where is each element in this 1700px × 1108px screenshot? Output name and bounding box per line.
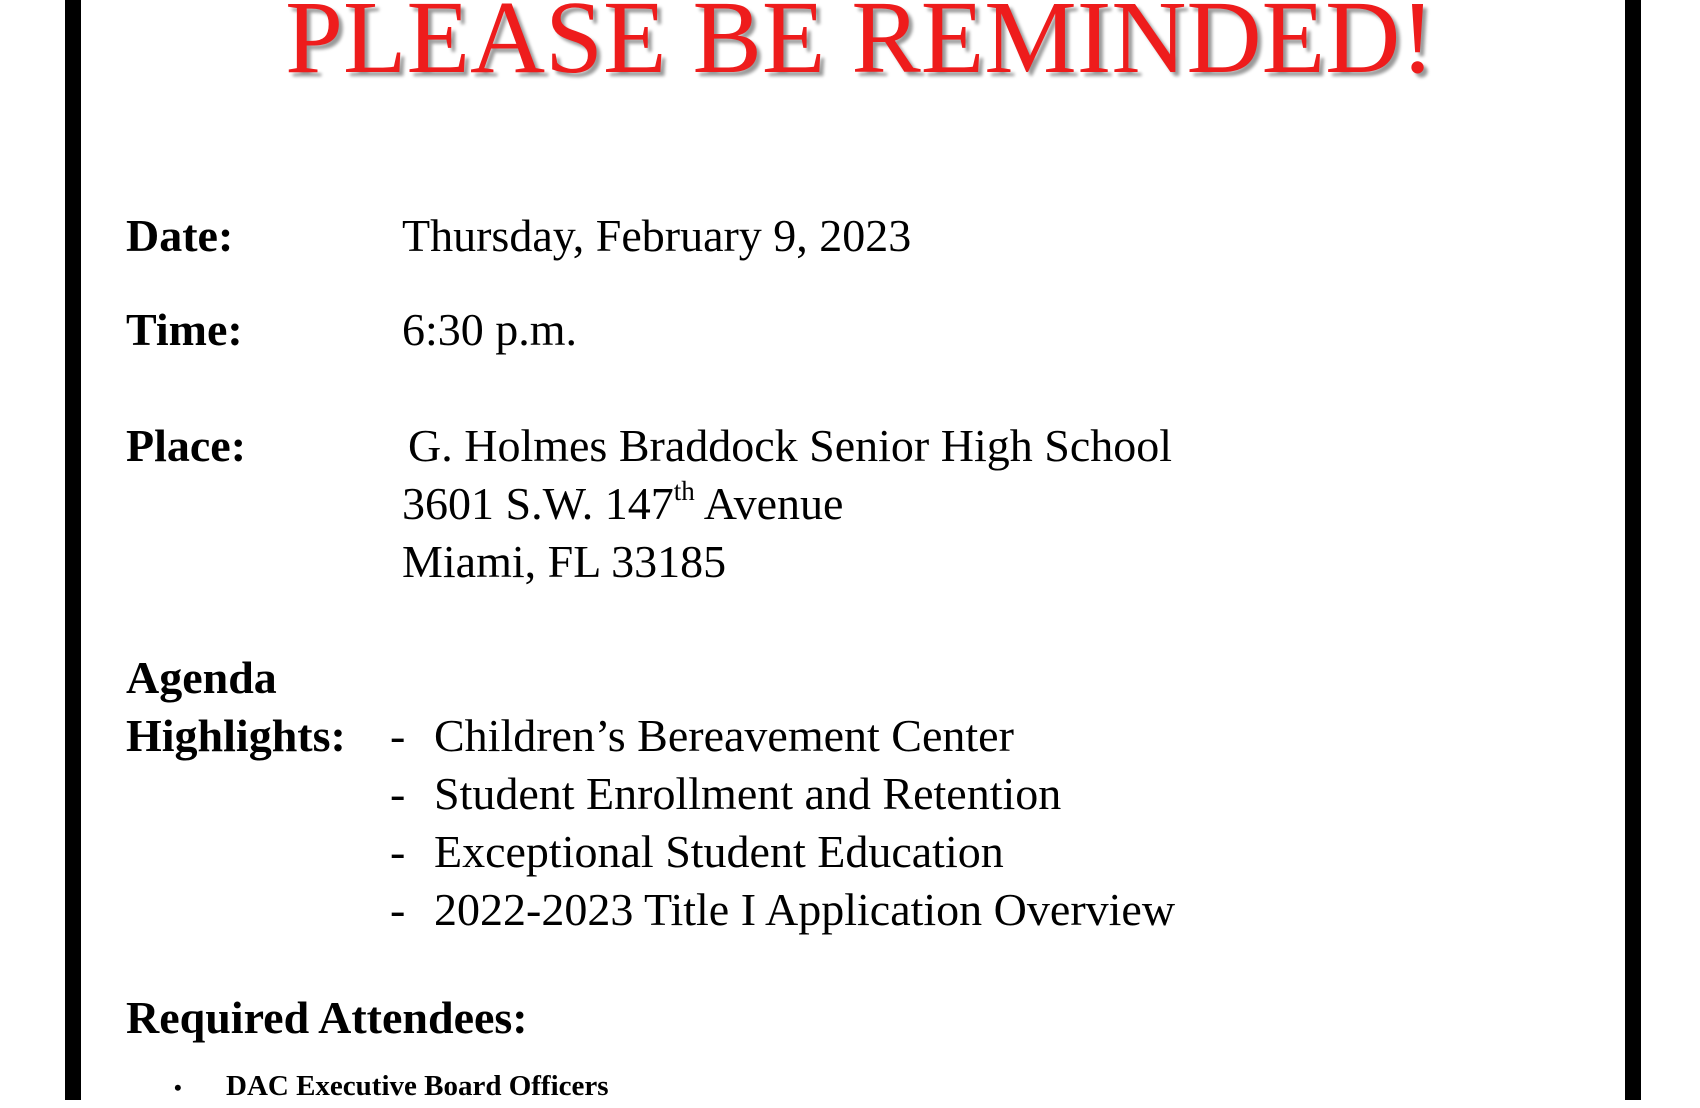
agenda-label-line1: Agenda — [126, 652, 277, 703]
agenda-item — [390, 824, 1004, 880]
agenda-item-text: Student Enrollment and Retention — [434, 768, 1062, 819]
agenda-dash: - — [390, 884, 406, 935]
page-border-left — [65, 0, 81, 1100]
agenda-item-text: Children’s Bereavement Center — [434, 710, 1014, 761]
time-value: 6:30 p.m. — [402, 304, 578, 355]
agenda-item — [390, 708, 1014, 764]
page-border-right — [1625, 0, 1641, 1100]
street-number: 3601 S.W. 147 — [402, 478, 674, 529]
attendee-name: DAC Executive Board Officers — [226, 1070, 609, 1102]
place-venue: G. Holmes Braddock Senior High School — [408, 420, 1173, 471]
agenda-item — [390, 766, 1061, 822]
place-city: Miami, FL 33185 — [402, 536, 727, 587]
date-value: Thursday, February 9, 2023 — [402, 210, 912, 261]
attendees-label: Required Attendees: — [126, 992, 528, 1043]
agenda-item-text: 2022-2023 Title I Application Overview — [434, 884, 1176, 935]
time-label: Time: — [126, 304, 243, 355]
agenda-dash: - — [390, 826, 406, 877]
place-street — [402, 476, 843, 532]
date-label: Date: — [126, 210, 234, 261]
agenda-dash: - — [390, 768, 406, 819]
agenda-item-text: Exceptional Student Education — [434, 826, 1004, 877]
agenda-dash: - — [390, 710, 406, 761]
street-type: Avenue — [694, 478, 844, 529]
street-ordinal-suffix: th — [673, 476, 695, 506]
agenda-label-line2: Highlights: — [126, 710, 346, 761]
reminder-headline: PLEASE BE REMINDED! — [285, 0, 1435, 95]
bullet-icon: • — [174, 1075, 182, 1100]
place-label: Place: — [126, 420, 247, 471]
agenda-item — [390, 882, 1175, 938]
attendee-list-item — [174, 1066, 609, 1108]
